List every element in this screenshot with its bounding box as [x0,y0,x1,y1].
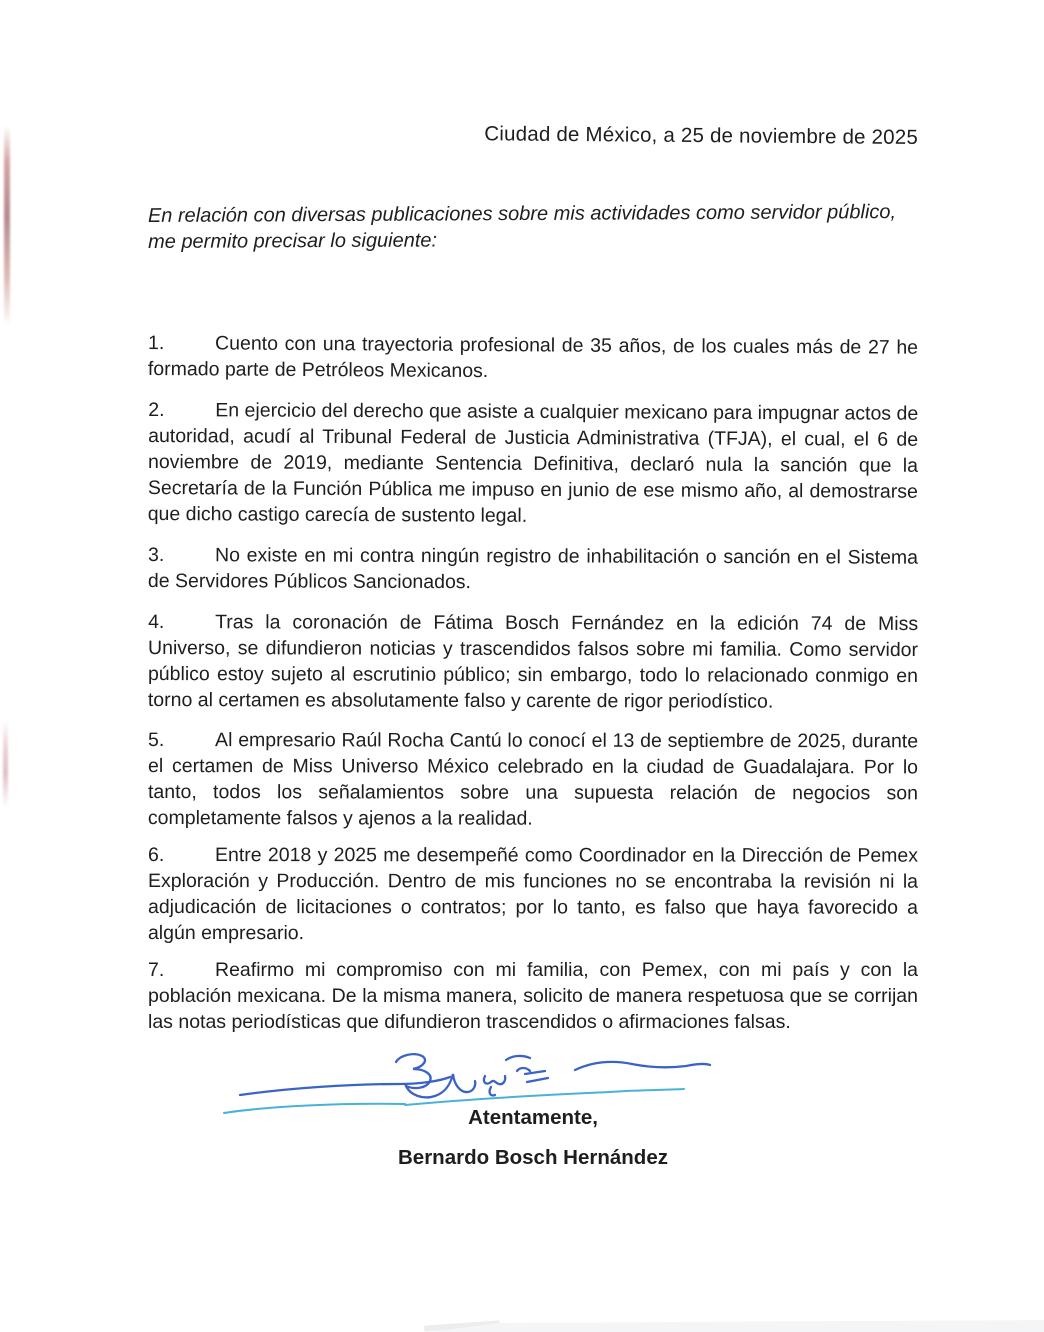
numbered-paragraph-5 [148,727,918,832]
paragraph-number: 1. [148,331,165,354]
paragraph-number: 7. [148,958,165,981]
paragraph-number: 6. [148,843,165,866]
numbered-paragraph-4 [148,609,918,715]
numbered-paragraph-3 [148,542,918,597]
scan-red-streak-top [4,126,10,326]
paragraph-text: Al empresario Raúl Rocha Cantú lo conocí el 13 de septiembre de 2025, durante el certamen de Miss Universo México celebrado en la ciudad de Guadalajara. Por lo tanto, todos los señalamientos sobre una supuesta relación de negocios son completamente falsos y ajenos a la realidad. [147,728,919,830]
paragraph-text: Cuento con una trayectoria profesional de 35 años, de los cuales más de 27 he formado parte de Petróleos Mexicanos. [147,331,919,382]
closing-salutation: Atentamente, [468,1106,598,1129]
paragraph-text: En ejercicio del derecho que asiste a cualquier mexicano para impugnar actos de autoridad, acudí al Tribunal Federal de Justicia Administrativa (TFJA), el cual, el 6 de noviembre de 2019, mediante Sentencia Definitiva, declaró nula la sanción que la Secretaría de la Función Pública me impuso en junio de ese mismo año, al demostrarse que dicho castigo carecía de sustento legal. [147,398,919,527]
scan-bottom-wedge [424,1320,500,1331]
scan-bottom-shadow [430,1318,1044,1332]
scan-red-streak-middle [3,720,8,808]
signatory-name: Bernardo Bosch Hernández [398,1146,668,1169]
paragraph-text: Entre 2018 y 2025 me desempeñé como Coordinador en la Dirección de Pemex Exploración y Producción. Dentro de mis funciones no se encontraba la revisión ni la adjudicación de licitaciones o contratos; por lo tanto, es falso que haya favorecido a algún empresario. [147,843,919,944]
intro-paragraph: En relación con diversas publicaciones sobre mis actividades como servidor público, me permito precisar lo siguiente: [147,201,897,253]
paragraph-text: Tras la coronación de Fátima Bosch Fernández en la edición 74 de Miss Universo, se difundieron noticias y trascendidos falsos sobre mi familia. Como servidor público estoy sujeto al escrutinio público; sin embargo, todo lo relacionado conmigo en torno al certamen es absolutamente falso y carente de rigor periodístico. [147,610,919,713]
paragraph-text: Reafirmo mi compromiso con mi familia, con Pemex, con mi país y con la población mexicana. De la misma manera, solicito de manera respetuosa que se corrijan las notas periodísticas que difundieron trascendidos o afirmaciones falsas. [148,958,918,1033]
numbered-paragraph-2 [148,397,919,531]
paragraph-number: 5. [148,728,165,751]
numbered-paragraph-6 [148,842,918,947]
numbered-paragraph-7 [148,957,918,1035]
paragraph-number: 2. [148,398,165,421]
numbered-paragraph-1 [148,330,918,387]
date-line: Ciudad de México, a 25 de noviembre de 2025 [484,122,919,149]
paragraph-number: 4. [148,610,165,633]
paragraph-text: No existe en mi contra ningún registro de inhabilitación o sanción en el Sistema de Servidores Públicos Sancionados. [147,543,919,593]
paragraph-number: 3. [148,543,165,566]
